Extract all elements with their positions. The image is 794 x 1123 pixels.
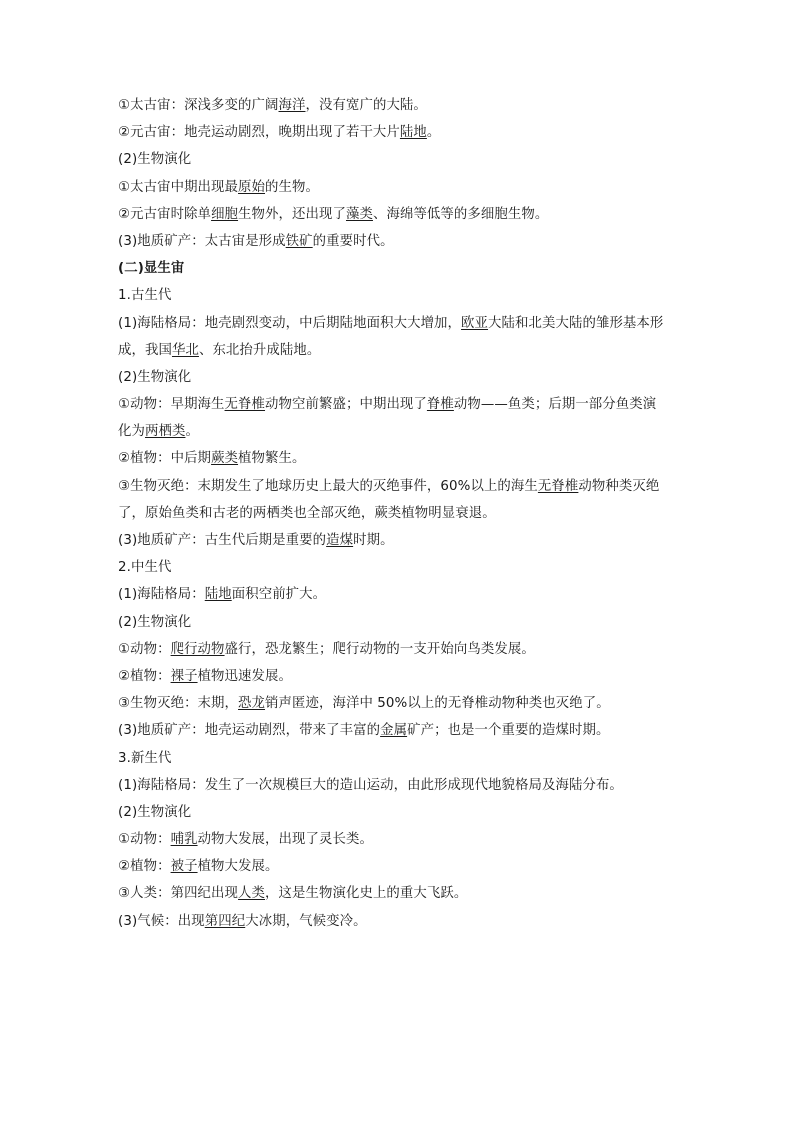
underlined-term: 裸子 (170, 668, 198, 684)
text-segment: (1)海陆格局： (118, 587, 205, 603)
text-segment: (2)生物演化 (118, 369, 192, 385)
text-line (118, 201, 678, 228)
text-segment: 大陆和北美大陆的雏形基本形 (488, 315, 664, 331)
text-line (118, 663, 678, 690)
text-segment: ③人类：第四纪出现 (118, 886, 239, 902)
text-segment: 销声匿迹，海洋中 50%以上的无脊椎动物种类也灭绝了。 (265, 696, 610, 712)
text-segment: 3.新生代 (118, 750, 172, 766)
text-line (118, 92, 678, 119)
text-segment: 、东北抬升成陆地。 (198, 342, 321, 358)
text-segment: 动物空前繁盛；中期出现了 (265, 397, 427, 413)
text-line (118, 799, 678, 826)
text-segment: 大冰期，气候变冷。 (245, 913, 367, 929)
text-segment: ①动物： (118, 832, 171, 848)
text-segment: 植物繁生。 (238, 451, 306, 467)
underlined-term: 藻类 (345, 206, 373, 222)
text-segment: 、海绵等低等的多细胞生物。 (372, 206, 549, 222)
text-line (118, 636, 678, 663)
text-segment: 盛行，恐龙繁生；爬行动物的一支开始向鸟类发展。 (224, 641, 535, 657)
text-line (118, 391, 678, 418)
text-segment: 动物大发展，出现了灵长类。 (197, 832, 373, 848)
text-segment: ①太古宙：深浅多变的广阔 (118, 98, 279, 113)
text-line (118, 554, 678, 581)
text-line (118, 146, 678, 173)
underlined-term: 无脊椎 (537, 478, 579, 494)
document-body (118, 92, 678, 935)
text-segment: ①动物： (118, 641, 171, 657)
text-line (118, 282, 678, 309)
underlined-term: 原始 (238, 179, 266, 195)
underlined-term: 陆地 (204, 587, 232, 603)
text-segment: 动物种类灭绝 (578, 478, 660, 494)
text-segment: 的生物。 (265, 179, 319, 195)
text-segment: 动物——鱼类；后期一部分鱼类演 (453, 397, 657, 413)
text-segment: (3)地质矿产：古生代后期是重要的 (118, 533, 327, 548)
text-segment: ，这是生物演化史上的重大飞跃。 (265, 886, 468, 902)
text-segment: 。 (185, 424, 199, 440)
text-segment: ②植物： (118, 859, 171, 875)
text-segment: 矿产；也是一个重要的造煤时期。 (407, 723, 610, 739)
text-segment: ②植物： (118, 668, 171, 684)
text-line (118, 745, 678, 772)
text-segment: (3)气候：出现 (118, 913, 205, 929)
text-line (118, 717, 678, 744)
underlined-term: 金属 (380, 723, 408, 739)
underlined-term: 蕨类 (211, 451, 239, 467)
text-segment: 植物大发展。 (197, 859, 279, 875)
underlined-term: 造煤 (326, 533, 354, 548)
underlined-term: 哺乳 (170, 832, 198, 848)
text-segment: ①太古宙中期出现最 (118, 179, 239, 195)
text-line (118, 174, 678, 201)
text-line (118, 418, 678, 445)
underlined-term: 被子 (170, 859, 198, 875)
text-line (118, 908, 678, 935)
text-line (118, 228, 678, 255)
text-line (118, 880, 678, 907)
text-segment: 的重要时代。 (312, 233, 394, 249)
text-line (118, 364, 678, 391)
text-segment: ②植物：中后期 (118, 451, 212, 467)
text-line (118, 826, 678, 853)
text-line (118, 473, 678, 500)
underlined-term: 海洋 (278, 98, 306, 113)
underlined-term: 铁矿 (285, 233, 313, 249)
text-segment: ③生物灭绝：末期发生了地球历史上最大的灭绝事件，60%以上的海生 (118, 478, 538, 494)
text-segment: ，没有宽广的大陆。 (305, 98, 427, 113)
underlined-term: 华北 (171, 342, 199, 358)
underlined-term: 恐龙 (238, 696, 266, 712)
text-segment: 生物外，还出现了 (238, 206, 346, 222)
text-segment: ②元古宙时除单 (118, 206, 212, 222)
text-segment: 了，原始鱼类和古老的两栖类也全部灭绝，蕨类植物明显衰退。 (118, 505, 496, 521)
text-line (118, 337, 678, 364)
text-segment: 植物迅速发展。 (197, 668, 292, 684)
text-segment: (1)海陆格局：发生了一次规模巨大的造山运动，由此形成现代地貌格局及海陆分布。 (118, 777, 623, 793)
text-segment: (2)生物演化 (118, 804, 192, 820)
text-line (118, 445, 678, 472)
text-segment: 2.中生代 (118, 560, 172, 576)
text-line (118, 527, 678, 554)
underlined-term: 人类 (238, 886, 266, 902)
underlined-term: 第四纪 (204, 913, 246, 929)
text-line (118, 500, 678, 527)
underlined-term: 两栖类 (144, 424, 186, 440)
text-line (118, 772, 678, 799)
underlined-term: 细胞 (211, 206, 239, 222)
text-line (118, 690, 678, 717)
text-line (118, 581, 678, 608)
text-line (118, 119, 678, 146)
text-line (118, 310, 678, 337)
text-segment: 面积空前扩大。 (231, 587, 327, 603)
underlined-term: 脊椎 (426, 397, 454, 413)
text-segment: (2)生物演化 (118, 152, 192, 168)
text-segment: ②元古宙：地壳运动剧烈，晚期出现了若干大片 (118, 125, 400, 141)
text-segment: 时期。 (353, 533, 394, 548)
text-segment: ③生物灭绝：末期， (118, 696, 239, 712)
underlined-term: 无脊椎 (224, 397, 266, 413)
text-segment: (1)海陆格局：地壳剧烈变动，中后期陆地面积大大增加， (118, 315, 462, 331)
text-segment: (3)地质矿产：地壳运动剧烈，带来了丰富的 (118, 723, 381, 739)
underlined-term: 欧亚 (461, 315, 489, 331)
text-segment: (2)生物演化 (118, 614, 192, 630)
underlined-term: 陆地 (399, 125, 427, 141)
text-segment: 。 (426, 125, 441, 141)
underlined-term: 爬行动物 (170, 641, 225, 657)
text-segment: (3)地质矿产：太古宙是形成 (118, 233, 286, 249)
text-segment: 1.古生代 (118, 288, 172, 304)
text-line (118, 853, 678, 880)
text-segment: 化为 (118, 424, 145, 440)
text-segment: ①动物：早期海生 (118, 397, 225, 413)
text-line (118, 609, 678, 636)
text-segment: (二)显生宙 (118, 261, 185, 277)
text-line (118, 255, 678, 282)
text-segment: 成，我国 (118, 342, 172, 358)
